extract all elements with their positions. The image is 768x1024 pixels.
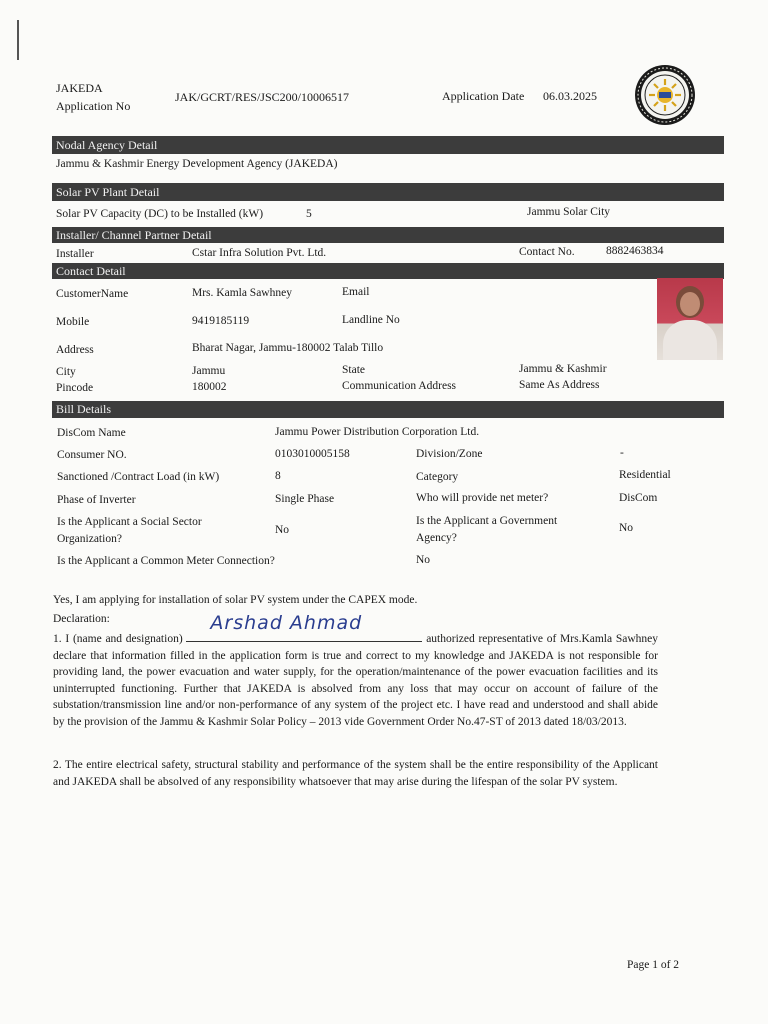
solar-pv-section-header: Solar PV Plant Detail [52,183,724,201]
app-no-value: JAK/GCRT/RES/JSC200/10006517 [175,90,349,104]
govt-agency-label-line2: Agency? [416,532,457,544]
state-value: Jammu & Kashmir [519,363,607,375]
solar-city: Jammu Solar City [527,206,611,218]
nodal-agency-section-header: Nodal Agency Detail [52,136,724,154]
discom-value: Jammu Power Distribution Corporation Ltd. [275,426,480,438]
solar-capacity-label: Solar PV Capacity (DC) to be Installed (kW) [56,208,264,220]
installer-contact-label: Contact No. [519,246,575,258]
installer-label: Installer [56,248,94,260]
customer-name-value: Mrs. Kamla Sawhney [192,287,292,299]
consumer-value: 0103010005158 [275,448,350,460]
solar-capacity-value: 5 [306,208,312,220]
declaration-paragraph-2: 2. The entire electrical safety, structural stability and performance of the system shall be the entire responsibility of the Applicant and JAKEDA shall be absolved of any responsibility whatsoever that may arise during the lifespan of the solar PV system. [53,759,658,788]
app-no-label: Application No [56,99,131,113]
division-label: Division/Zone [416,448,483,460]
govt-agency-label-line1: Is the Applicant a Government [416,515,558,527]
declaration-title: Declaration: [53,613,110,625]
signature-line [186,612,422,642]
jakeda-seal-icon [634,64,696,126]
declaration-p1-rest: authorized representative of Mrs.Kamla Sawhney declare that information filled in the application form is true and correct to my knowledge and JAKEDA is not responsible for providing land, the power evacuation and water supply, for the operation/maintenance of the power evacuation facilities and its uninterrupted functioning. Further that JAKEDA is absolved from any loss that may occur on account of failure of the substation/transmission line and/or non-performance of any system of the project etc. I have read and understood and shall abide by the provision of the Jammu & Kashmir Solar Policy – 2013 vide Government Order No.47-ST of 2013 dated 18/03/2013. [53,633,659,728]
netmeter-label: Who will provide net meter? [416,492,549,504]
mobile-label: Mobile [56,316,90,328]
handwritten-signature: Arshad Ahmad [210,612,363,634]
app-date-label: Application Date [442,89,525,103]
landline-label: Landline No [342,314,400,326]
govt-agency-value: No [619,522,634,534]
phase-value: Single Phase [275,493,335,505]
state-label: State [342,364,365,376]
declaration-p1-start: 1. I (name and designation) [53,633,183,645]
city-value: Jammu [192,365,226,377]
scan-artifact [17,20,19,60]
division-value: - [620,447,624,459]
installer-name: Cstar Infra Solution Pvt. Ltd. [192,247,327,259]
nodal-agency-name: Jammu & Kashmir Energy Development Agency (JAKEDA) [56,158,338,170]
customer-name-label: CustomerName [56,288,129,300]
installer-section-header: Installer/ Channel Partner Detail [52,227,724,243]
social-sector-label-line2: Organization? [57,533,122,545]
contact-section-header: Contact Detail [52,263,724,279]
applicant-photo [657,278,723,360]
installer-contact-value: 8882463834 [606,245,664,257]
city-label: City [56,366,76,378]
load-value: 8 [275,470,281,482]
discom-label: DisCom Name [57,427,126,439]
address-label: Address [56,344,94,356]
pincode-label: Pincode [56,382,94,394]
email-label: Email [342,286,370,298]
phase-label: Phase of Inverter [57,494,136,506]
pincode-value: 180002 [192,381,227,393]
app-date-value: 06.03.2025 [543,89,597,103]
category-label: Category [416,471,459,483]
consumer-label: Consumer NO. [57,449,127,461]
address-value: Bharat Nagar, Jammu-180002 Talab Tillo [192,342,384,354]
social-sector-label-line1: Is the Applicant a Social Sector [57,516,202,528]
mobile-value: 9419185119 [192,315,250,327]
comm-address-label: Communication Address [342,380,457,392]
common-meter-label: Is the Applicant a Common Meter Connection? [57,555,275,567]
load-label: Sanctioned /Contract Load (in kW) [57,471,220,483]
comm-address-value: Same As Address [519,379,600,391]
org-name: JAKEDA [56,81,103,95]
bill-section-header: Bill Details [52,401,724,418]
common-meter-value: No [416,554,431,566]
social-sector-value: No [275,524,290,536]
capex-statement: Yes, I am applying for installation of solar PV system under the CAPEX mode. [53,594,418,606]
netmeter-value: DisCom [619,492,658,504]
page-number: Page 1 of 2 [627,959,680,971]
category-value: Residential [619,469,671,481]
